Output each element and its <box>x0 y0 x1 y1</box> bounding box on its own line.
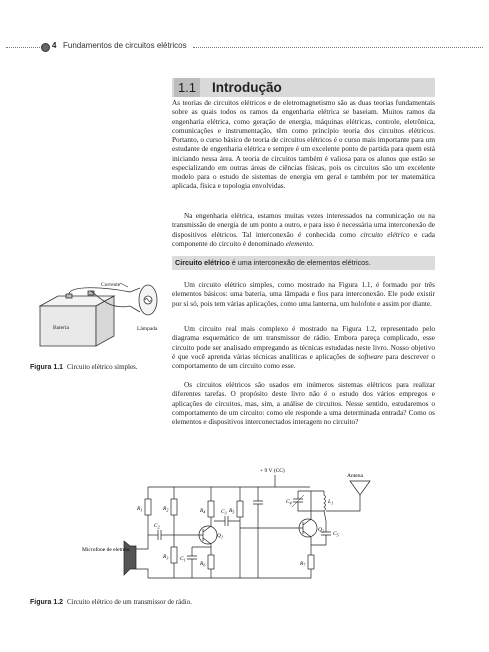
label-R5: $R_5$ <box>229 508 235 515</box>
definition-box <box>172 256 435 270</box>
label-L1: $L_1$ <box>328 499 334 506</box>
figure-1-2-schematic <box>80 463 380 593</box>
paragraph-3: Um circuito elétrico simples, como mostrado na Figura 1.1, é formado por três elementos básicos: uma bateria, uma lâmpada e fios para interconexão. Ele pode existir por si só, pois tem várias aplicações, como uma lanterna, um holofote e assim por diante. <box>172 280 435 308</box>
label-R6: $R_6$ <box>200 561 206 568</box>
header-bullet-icon <box>41 43 50 52</box>
running-title: Fundamentos de circuitos elétricos <box>63 41 187 50</box>
figure-1-1-illustration <box>30 280 170 352</box>
label-R2: $R_2$ <box>163 506 169 513</box>
paragraph-5: Os circuitos elétricos são usados em inúmeros sistemas elétricos para realizar diferentes tarefas. O propósito deste livro não é o estudo dos vários empregos e aplicações de circuitos, mas, sim, a análise de circuitos. Nesse sentido, estudaremos o comportamento de um circuito: como ele responde a uma determinada entrada? Como os elementos e dispositivos interconectados interagem no circuito? <box>172 380 435 426</box>
figure-1-1-caption-label: Figura 1.1 <box>30 364 64 371</box>
section-number: 1.1 <box>174 78 200 97</box>
section-title: Introdução <box>212 80 282 95</box>
label-C3: $C_3$ <box>221 509 227 516</box>
label-lamp: Lâmpada <box>137 326 158 332</box>
label-R1: $R_1$ <box>137 506 143 513</box>
label-R7: $R_7$ <box>300 561 306 568</box>
figure-1-2-caption <box>30 598 192 606</box>
figure-1-2-caption-text: Circuito elétrico de um transmissor de rádio. <box>66 598 192 606</box>
label-Q1: $Q_1$ <box>217 533 223 540</box>
label-C5: $C_5$ <box>333 531 339 538</box>
label-C4: $C_4$ <box>286 499 292 506</box>
label-mic: Microfone de eletreto <box>82 547 130 553</box>
figure-1-2-caption-label: Figura 1.2 <box>30 599 64 606</box>
figure-1-1-caption <box>30 363 138 371</box>
label-R3: $R_3$ <box>163 554 169 561</box>
label-C2: $C_2$ <box>154 523 160 530</box>
running-header <box>0 41 489 53</box>
figure-1-1-caption-text: Circuito elétrico simples. <box>66 363 138 371</box>
page-number: 4 <box>52 41 57 50</box>
label-R4: $R_4$ <box>200 508 206 515</box>
section-heading <box>172 78 435 97</box>
paragraph-1: As teorias de circuitos elétricos e de eletromagnetismo são as duas teorias fundamentais sobre as quais todos os ramos da engenharia elétrica se baseiam. Muitos ramos da engenharia elétrica, como geração de energia, máquinas elétricas, controle, eletrônica, comunicações e instrumentação, têm como princípio teoria dos circuitos elétricos. Portanto, o curso básico de teoria de circuitos elétricos é o curso mais importante para um estudante de engenharia elétrica e sempre é um excelente ponto de partida para quem está iniciando nessa área. A teoria de circuitos também é valiosa para os alunos que estão se especializando em outras áreas de ciências físicas, pois os circuitos são um excelente modelo para o estudo de sistemas de energia em geral e também por ter matemática aplicada, física e topologia envolvidas. <box>172 98 435 191</box>
label-battery: Bateria <box>53 325 69 331</box>
paragraph-2: Na engenharia elétrica, estamos muitas vezes interessados na comunicação ou na transmissão de energia de um ponto a outro, e para isso é necessária uma interconexão de dispositivos elétricos. Tal interconexão é conhecida como circuito elétrico e cada componente do circuito é denominado elemento. <box>172 211 435 248</box>
label-Q2: $Q_2$ <box>318 527 324 534</box>
header-rule-left <box>6 47 40 48</box>
label-C1: $C_1$ <box>180 556 186 563</box>
paragraph-4: Um circuito real mais complexo é mostrado na Figura 1.2, representado pelo diagrama esquemático de um transmissor de rádio. Embora pareça complicado, esse circuito pode ser analisado empregando as técnicas estudadas neste livro. Nosso objetivo é que você aprenda várias técnicas analíticas e aplicações de software para descrever o comportamento de um circuito como esse. <box>172 324 435 370</box>
header-rule-right <box>193 47 483 48</box>
label-vcc: + 9 V (CC) <box>260 468 285 474</box>
label-current: Corrente <box>101 282 121 288</box>
definition-term: Circuito elétrico <box>175 258 230 267</box>
definition-text: é uma interconexão de elementos elétricos. <box>231 258 371 267</box>
label-antenna: Antena <box>347 473 363 479</box>
